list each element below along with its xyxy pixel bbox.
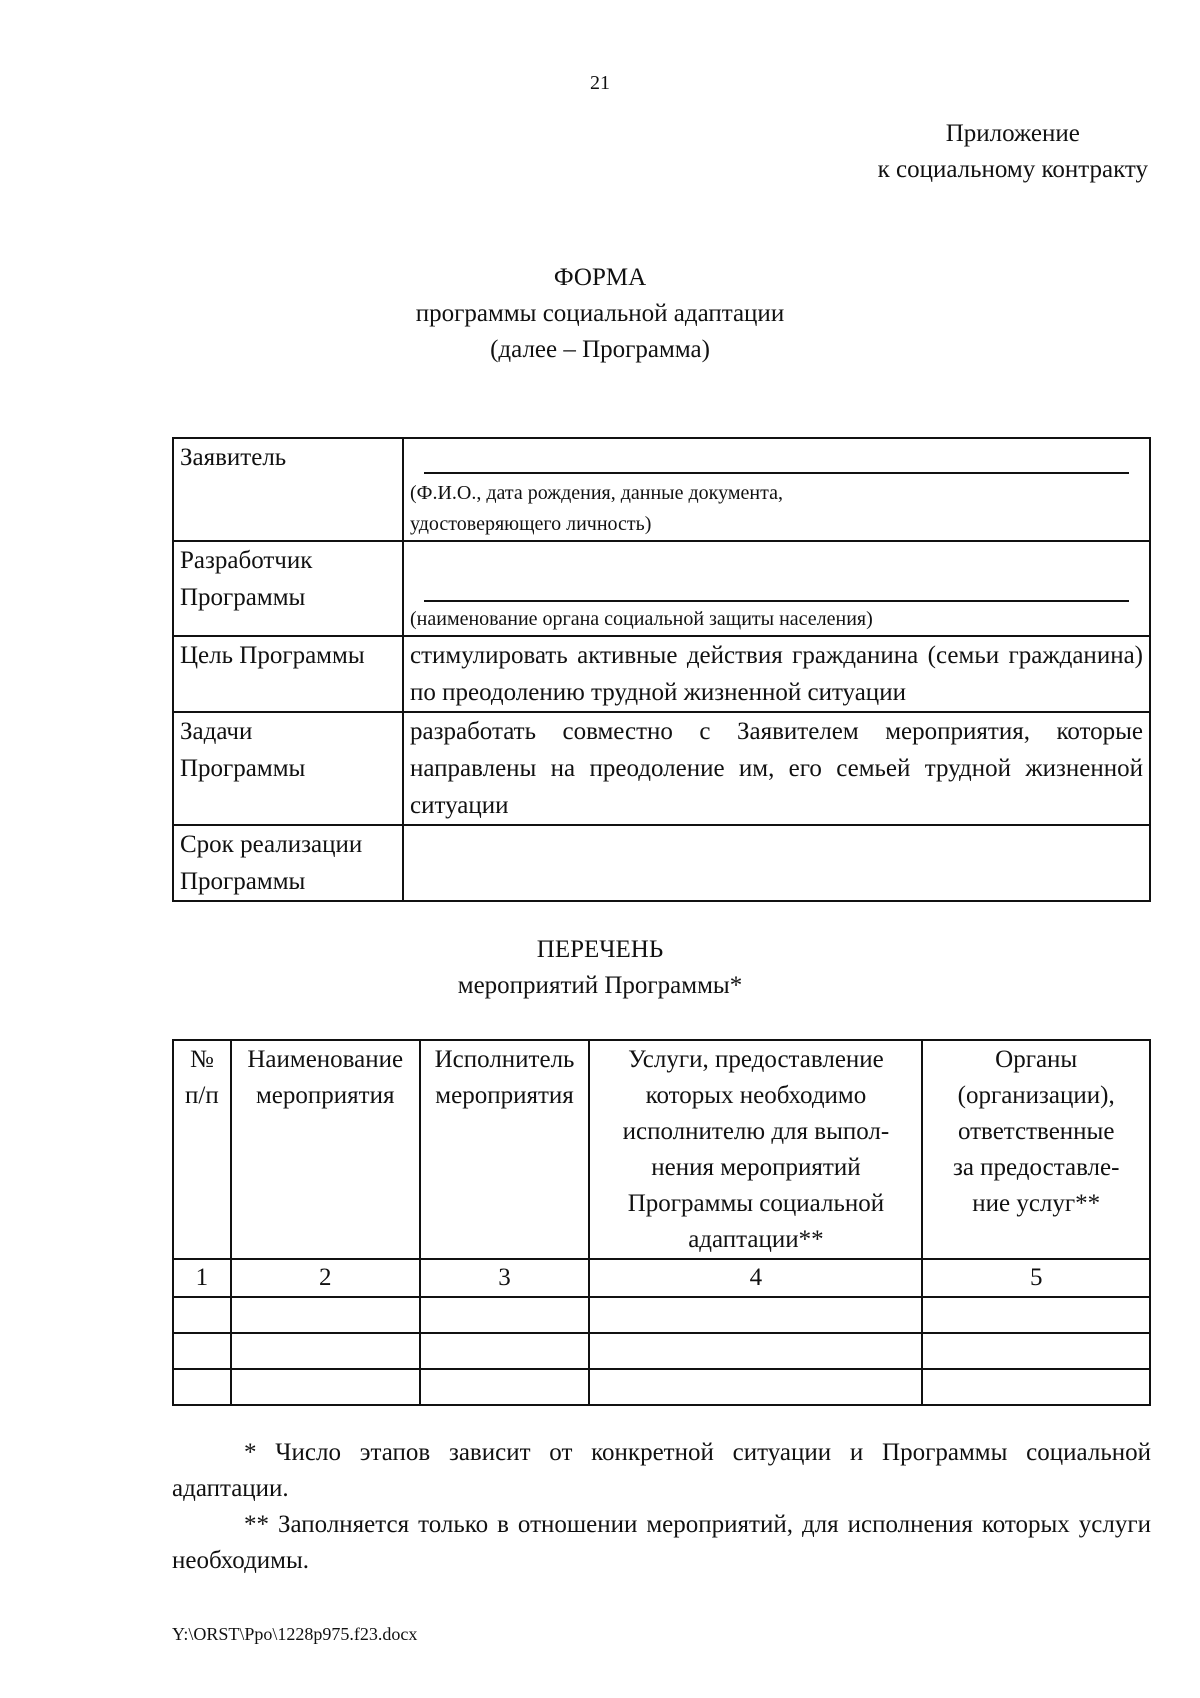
table-cell[interactable] bbox=[420, 1297, 590, 1333]
header-services-line-5: Программы социальной bbox=[627, 1190, 885, 1217]
header-number-line-1: № bbox=[189, 1046, 214, 1073]
header-organs-line-4: за предоставле- bbox=[952, 1154, 1120, 1181]
table-cell[interactable] bbox=[420, 1369, 590, 1405]
header-executor-line-1: Исполнитель bbox=[434, 1046, 575, 1073]
table-cell[interactable] bbox=[173, 1333, 231, 1369]
column-number: 5 bbox=[922, 1259, 1150, 1297]
column-number: 3 bbox=[420, 1259, 590, 1297]
term-label-line-2: Программы bbox=[180, 868, 306, 895]
header-services-line-3: исполнителю для выпол- bbox=[622, 1118, 890, 1145]
column-number: 4 bbox=[589, 1259, 922, 1297]
tasks-label-line-2: Программы bbox=[180, 755, 306, 782]
row-term bbox=[173, 825, 1150, 901]
header-services-line-4: нения мероприятий bbox=[651, 1154, 861, 1181]
developer-caption: (наименование органа социальной защиты населения) bbox=[410, 608, 873, 630]
page-number: 21 bbox=[590, 72, 610, 94]
table-row bbox=[173, 1297, 1150, 1333]
header-measure-name bbox=[231, 1040, 420, 1259]
column-number: 1 bbox=[173, 1259, 231, 1297]
tasks-label bbox=[173, 712, 403, 825]
header-measure-name-line-1: Наименование bbox=[247, 1046, 404, 1073]
header-organs-line-3: ответственные bbox=[957, 1118, 1115, 1145]
table-cell[interactable] bbox=[420, 1333, 590, 1369]
applicant-label: Заявитель bbox=[173, 438, 403, 541]
appendix-line-1: Приложение bbox=[945, 120, 1080, 147]
applicant-field[interactable] bbox=[403, 438, 1150, 541]
header-services-line-6: адаптации** bbox=[688, 1226, 824, 1253]
applicant-caption-line-1: (Ф.И.О., дата рождения, данные документа, bbox=[410, 482, 783, 504]
header-executor bbox=[420, 1040, 590, 1259]
footer-file-path: Y:\ORST\Ppo\1228p975.f23.docx bbox=[172, 1624, 418, 1644]
row-goal bbox=[173, 636, 1150, 712]
tasks-value: разработать совместно с Заявителем мероприятия, которые направлены на преодоление им, его семьей трудной жизненной ситуации bbox=[403, 712, 1150, 825]
developer-fill-line bbox=[424, 600, 1129, 602]
goal-label: Цель Программы bbox=[173, 636, 403, 712]
table-cell[interactable] bbox=[589, 1369, 922, 1405]
header-number-line-2: п/п bbox=[185, 1082, 219, 1109]
term-value[interactable] bbox=[403, 825, 1150, 901]
row-developer bbox=[173, 541, 1150, 636]
measures-header-row bbox=[173, 1040, 1150, 1259]
header-services-line-2: которых необходимо bbox=[645, 1082, 867, 1109]
table-row bbox=[173, 1369, 1150, 1405]
form-heading bbox=[0, 260, 1200, 368]
footnote-1: * Число этапов зависит от конкретной ситуации и Программы социальной адаптации. bbox=[172, 1439, 1151, 1502]
appendix-label bbox=[878, 116, 1148, 188]
header-organs-line-2: (организации), bbox=[957, 1082, 1115, 1109]
header-organs-line-1: Органы bbox=[995, 1046, 1078, 1073]
applicant-fill-line bbox=[424, 472, 1129, 474]
table-row bbox=[173, 1333, 1150, 1369]
header-measure-name-line-2: мероприятия bbox=[255, 1082, 395, 1109]
appendix-line-2: к социальному контракту bbox=[877, 156, 1148, 183]
header-organs bbox=[922, 1040, 1150, 1259]
developer-label-line-1: Разработчик bbox=[180, 547, 313, 574]
header-number bbox=[173, 1040, 231, 1259]
footnotes bbox=[172, 1435, 1151, 1579]
term-label-line-1: Срок реализации bbox=[180, 831, 363, 858]
header-executor-line-2: мероприятия bbox=[435, 1082, 574, 1109]
column-number: 2 bbox=[231, 1259, 420, 1297]
table-cell[interactable] bbox=[922, 1369, 1150, 1405]
row-tasks bbox=[173, 712, 1150, 825]
form-subtitle: программы социальной адаптации bbox=[415, 300, 785, 327]
table-cell[interactable] bbox=[231, 1333, 420, 1369]
table-cell[interactable] bbox=[922, 1333, 1150, 1369]
row-applicant bbox=[173, 438, 1150, 541]
header-organs-line-5: ние услуг** bbox=[972, 1190, 1101, 1217]
table-cell[interactable] bbox=[231, 1369, 420, 1405]
table-cell[interactable] bbox=[231, 1297, 420, 1333]
developer-field[interactable] bbox=[403, 541, 1150, 636]
footnote-2: ** Заполняется только в отношении мероприятий, для исполнения которых услуги необходимы. bbox=[172, 1511, 1151, 1574]
developer-label bbox=[173, 541, 403, 636]
tasks-label-line-1: Задачи bbox=[180, 718, 253, 745]
list-subtitle: мероприятий Программы* bbox=[457, 972, 743, 999]
program-table bbox=[172, 437, 1151, 902]
form-title: ФОРМА bbox=[553, 264, 647, 291]
header-services bbox=[589, 1040, 922, 1259]
term-label bbox=[173, 825, 403, 901]
table-cell[interactable] bbox=[173, 1297, 231, 1333]
measures-table bbox=[172, 1039, 1151, 1406]
form-note: (далее – Программа) bbox=[490, 336, 710, 363]
list-title: ПЕРЕЧЕНЬ bbox=[536, 936, 664, 963]
table-cell[interactable] bbox=[922, 1297, 1150, 1333]
list-heading bbox=[0, 932, 1200, 1004]
goal-value: стимулировать активные действия гражданина (семьи гражданина) по преодолению трудной жизненной ситуации bbox=[403, 636, 1150, 712]
applicant-caption bbox=[410, 478, 1143, 540]
table-cell[interactable] bbox=[589, 1333, 922, 1369]
table-cell[interactable] bbox=[173, 1369, 231, 1405]
header-services-line-1: Услуги, предоставление bbox=[628, 1046, 884, 1073]
developer-label-line-2: Программы bbox=[180, 584, 306, 611]
table-cell[interactable] bbox=[589, 1297, 922, 1333]
column-numbers-row bbox=[173, 1259, 1150, 1297]
applicant-caption-line-2: удостоверяющего личность) bbox=[410, 513, 652, 535]
